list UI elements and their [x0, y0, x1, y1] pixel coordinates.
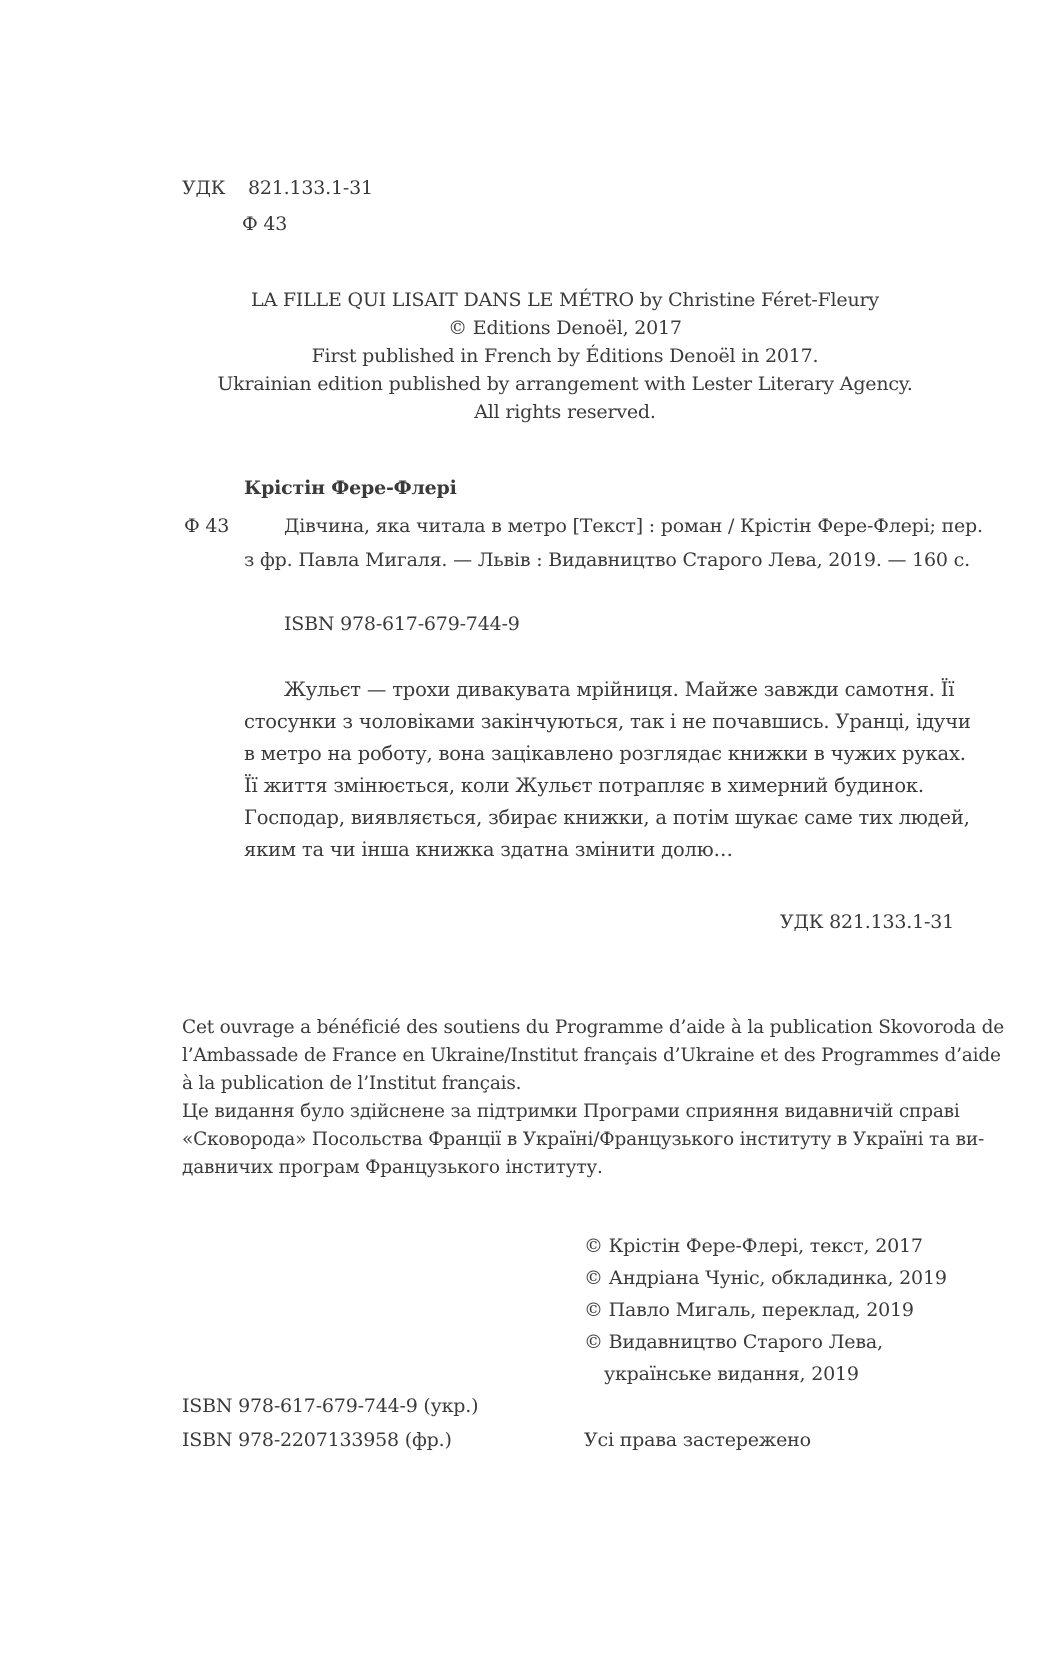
isbn-ukr: ISBN 978-617-679-744-9 (укр.) — [182, 1395, 479, 1417]
copyright-line: © Крістін Фере-Флері, текст, 2017 — [584, 1235, 923, 1257]
author-mark: Ф 43 — [242, 213, 288, 235]
arrangement-line: Ukrainian edition published by arrangement with Lester Literary Agency. — [217, 373, 913, 395]
all-rights-reserved-ua: Усі права застережено — [584, 1429, 811, 1451]
catalog-description-line: з фр. Павла Мигаля. — Львів : Видавництво Старого Лева, 2019. — 160 с. — [244, 549, 970, 571]
udk-label: УДК — [182, 177, 226, 199]
annotation-line: Жульєт — трохи дивакувата мрійниця. Майже завжди самотня. Її — [284, 678, 955, 701]
catalog-mark: Ф 43 — [184, 515, 230, 537]
copyright-line: © Павло Мигаль, переклад, 2019 — [584, 1299, 914, 1321]
copyright-original: © Editions Denoël, 2017 — [448, 317, 682, 339]
catalog-author: Крістін Фере-Флері — [244, 477, 457, 499]
annotation-line: Її життя змінюється, коли Жульєт потрапляє в химерний будинок. — [244, 774, 924, 797]
isbn-fr: ISBN 978-2207133958 (фр.) — [182, 1429, 452, 1451]
copyright-line: © Андріана Чуніс, обкладинка, 2019 — [584, 1267, 947, 1289]
copyright-line: українське видання, 2019 — [604, 1363, 859, 1385]
copyright-line: © Видавництво Старого Лева, — [584, 1331, 883, 1353]
annotation-line: Господар, виявляється, збирає книжки, а потім шукає саме тих людей, — [244, 806, 970, 829]
catalog-udk: УДК 821.133.1-31 — [780, 911, 955, 933]
support-note-line: «Сковорода» Посольства Франції в Україні/Французького інституту в Україні та ви- — [182, 1129, 985, 1150]
support-note-line: Це видання було здійснене за підтримки Програми сприяння видавничій справі — [182, 1101, 960, 1122]
first-published-line: First published in French by Éditions Denoël in 2017. — [311, 345, 819, 367]
support-note-line: Cet ouvrage a bénéficié des soutiens du Programme d’aide à la publication Skovoroda de — [182, 1017, 1005, 1038]
udk-code: 821.133.1-31 — [248, 177, 373, 199]
original-title-line: LA FILLE QUI LISAIT DANS LE MÉTRO by Christine Féret-Fleury — [251, 289, 879, 311]
catalog-isbn: ISBN 978-617-679-744-9 — [284, 613, 520, 635]
annotation-line: в метро на роботу, вона зацікавлено розглядає книжки в чужих руках. — [244, 742, 966, 765]
support-note-line: давничих програм Французького інституту. — [182, 1157, 603, 1178]
all-rights-reserved-en: All rights reserved. — [474, 401, 656, 423]
catalog-description-line: Дівчина, яка читала в метро [Текст] : роман / Крістін Фере-Флері; пер. — [284, 515, 983, 537]
annotation-line: яким та чи інша книжка здатна змінити долю… — [244, 838, 733, 861]
support-note-line: l’Ambassade de France en Ukraine/Institut français d’Ukraine et des Programmes d’aide — [182, 1045, 1001, 1066]
support-note-line: à la publication de l’Institut français. — [182, 1073, 522, 1094]
annotation-line: стосунки з чоловіками закінчуються, так і не почавшись. Уранці, ідучи — [244, 710, 971, 733]
